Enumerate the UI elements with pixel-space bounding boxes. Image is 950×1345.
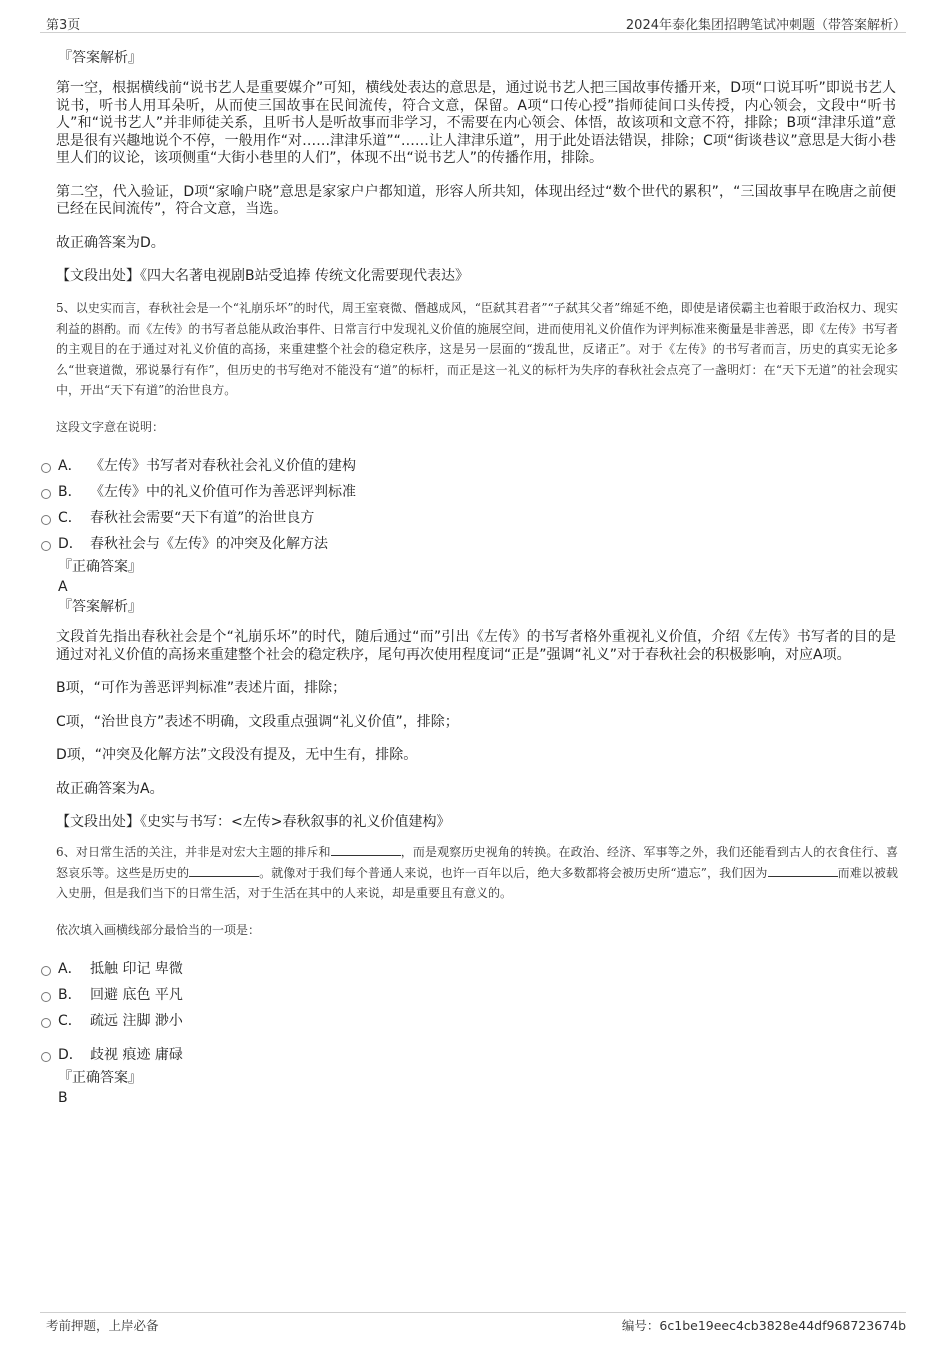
option-b[interactable]: B． 回避 底色 平凡 [0, 982, 896, 1008]
analysis-paragraph: B项，“可作为善恶评判标准”表述片面，排除； [56, 680, 347, 696]
question-stem: 6、对日常生活的关注，并非是对宏大主题的排斥和 ，而是观察历史视角的转换。在政治、经济、军事等之外，我们还能看到古人的衣食住行、喜怒哀乐等。这些是历史的 。就像对于我们每个普通人来说，也许一百年以后，绝大多数都将会被历史所“遗忘”，我们因为 而难以被载入史册，但是我们当下的日常生活，对于生活在其中的人来说，却是重要且有意义的。 [56, 845, 898, 900]
analysis-label: 『答案解析』 [58, 599, 142, 615]
fill-blank [189, 864, 259, 877]
source-citation: 【文段出处】《史实与书写：<左传>春秋叙事的礼义价值建构》 [56, 814, 451, 830]
source-citation: 【文段出处】《四大名著电视剧B站受追捧 传统文化需要现代表达》 [56, 268, 470, 284]
document-code: 编号：6c1be19eec4cb3828e44df968723674b [621, 1318, 906, 1333]
radio-icon[interactable] [41, 515, 51, 525]
radio-icon[interactable] [41, 463, 51, 473]
radio-icon[interactable] [41, 1052, 51, 1062]
footer-slogan: 考前押题，上岸必备 [46, 1318, 159, 1333]
radio-icon[interactable] [41, 966, 51, 976]
option-d[interactable]: D． 春秋社会与《左传》的冲突及化解方法 [0, 531, 896, 557]
radio-icon[interactable] [41, 489, 51, 499]
page-content [56, 48, 896, 1108]
fill-blank [768, 864, 838, 877]
correct-answer: B [58, 1090, 68, 1106]
option-d[interactable]: D． 歧视 痕迹 庸碌 [0, 1042, 896, 1068]
document-title: 2024年泰化集团招聘笔试冲刺题（带答案解析） [625, 18, 906, 33]
radio-icon[interactable] [41, 1018, 51, 1028]
option-a[interactable]: A． 抵触 印记 卑微 [0, 956, 896, 982]
options-list [0, 956, 896, 1068]
option-c[interactable]: C． 春秋社会需要“天下有道”的治世良方 [0, 505, 896, 531]
correct-answer: A [58, 579, 68, 595]
analysis-paragraph: 第一空，根据横线前“说书艺人是重要媒介”可知，横线处表达的意思是，通过说书艺人把三国故事传播开来，D项“口说耳听”即说书艺人说书，听书人用耳朵听，从而使三国故事在民间流传，符合文意，保留。A项“口传心授”指师徒间口头传授，内心领会，文段中“听书人”和“说书艺人”并非师徒关系，且听书人是听故事而非学习，不需要在内心领会、体悟，故该项和文意不符，排除；B项“津津乐道”意思是很有兴趣地说个不停，一般用作“对……津津乐道”“……让人津津乐道”，用于此处语法错误，排除；C项“街谈巷议”意思是大街小巷里人们的议论，该项侧重“大街小巷里的人们”，体现不出“说书艺人”的传播作用，排除。 [56, 80, 896, 166]
analysis-paragraph: 第二空，代入验证，D项“家喻户晓”意思是家家户户都知道，形容人所共知，体现出经过“数个世代的累积”，“三国故事早在晚唐之前便已经在民间流传”，符合文意，当选。 [56, 183, 896, 217]
options-list [0, 453, 896, 557]
page-header [40, 12, 906, 33]
radio-icon[interactable] [41, 992, 51, 1002]
answer-conclusion: 故正确答案为D。 [56, 234, 165, 251]
option-b[interactable]: B． 《左传》中的礼义价值可作为善恶评判标准 [0, 479, 896, 505]
correct-answer-label: 『正确答案』 [58, 1070, 142, 1086]
page-footer [40, 1312, 906, 1337]
option-c[interactable]: C． 疏远 注脚 渺小 [0, 1008, 896, 1034]
correct-answer-label: 『正确答案』 [58, 559, 142, 575]
question-prompt: 这段文字意在说明： [56, 419, 165, 434]
radio-icon[interactable] [41, 541, 51, 551]
analysis-paragraph: 文段首先指出春秋社会是个“礼崩乐坏”的时代，随后通过“而”引出《左传》的书写者格外重视礼义价值，介绍《左传》书写者的目的是通过对礼义价值的高扬来重建整个社会的稳定秩序，尾句再次使用程度词“正是”强调“礼义”对于春秋社会的积极影响，对应A项。 [56, 629, 896, 663]
fill-blank [331, 843, 401, 856]
analysis-paragraph: C项，“治世良方”表述不明确，文段重点强调“礼义价值”，排除； [56, 713, 459, 730]
page-number: 第3页 [46, 18, 81, 33]
answer-conclusion: 故正确答案为A。 [56, 780, 164, 797]
question-prompt: 依次填入画横线部分最恰当的一项是： [56, 922, 261, 937]
question-stem: 5、以史实而言，春秋社会是一个“礼崩乐坏”的时代，周王室衰微、僭越成风，“臣弑其君者”“子弑其父者”绵延不绝，即使是诸侯霸主也着眼于政治权力、现实利益的斟酌。而《左传》的书写者总能从政治事件、日常言行中发现礼义价值的施展空间，进而使用礼义价值作为评判标准来衡量是非善恶，即《左传》书写者的主观目的在于通过对礼义价值的高扬，来重建整个社会的稳定秩序，这是另一层面的“拨乱世，反诸正”。对于《左传》的书写者而言，历史的真实无论多么“世衰道微，邪说暴行有作”，但历史的书写绝对不能没有“道”的标杆，而正是这一礼义的标杆为失序的春秋社会点亮了一盏明灯：在“天下无道”的社会现实中，开出“天下有道”的治世良方。 [56, 301, 898, 397]
option-a[interactable]: A． 《左传》书写者对春秋社会礼义价值的建构 [0, 453, 896, 479]
analysis-paragraph: D项，“冲突及化解方法”文段没有提及，无中生有，排除。 [56, 747, 418, 763]
analysis-label: 『答案解析』 [58, 50, 142, 66]
